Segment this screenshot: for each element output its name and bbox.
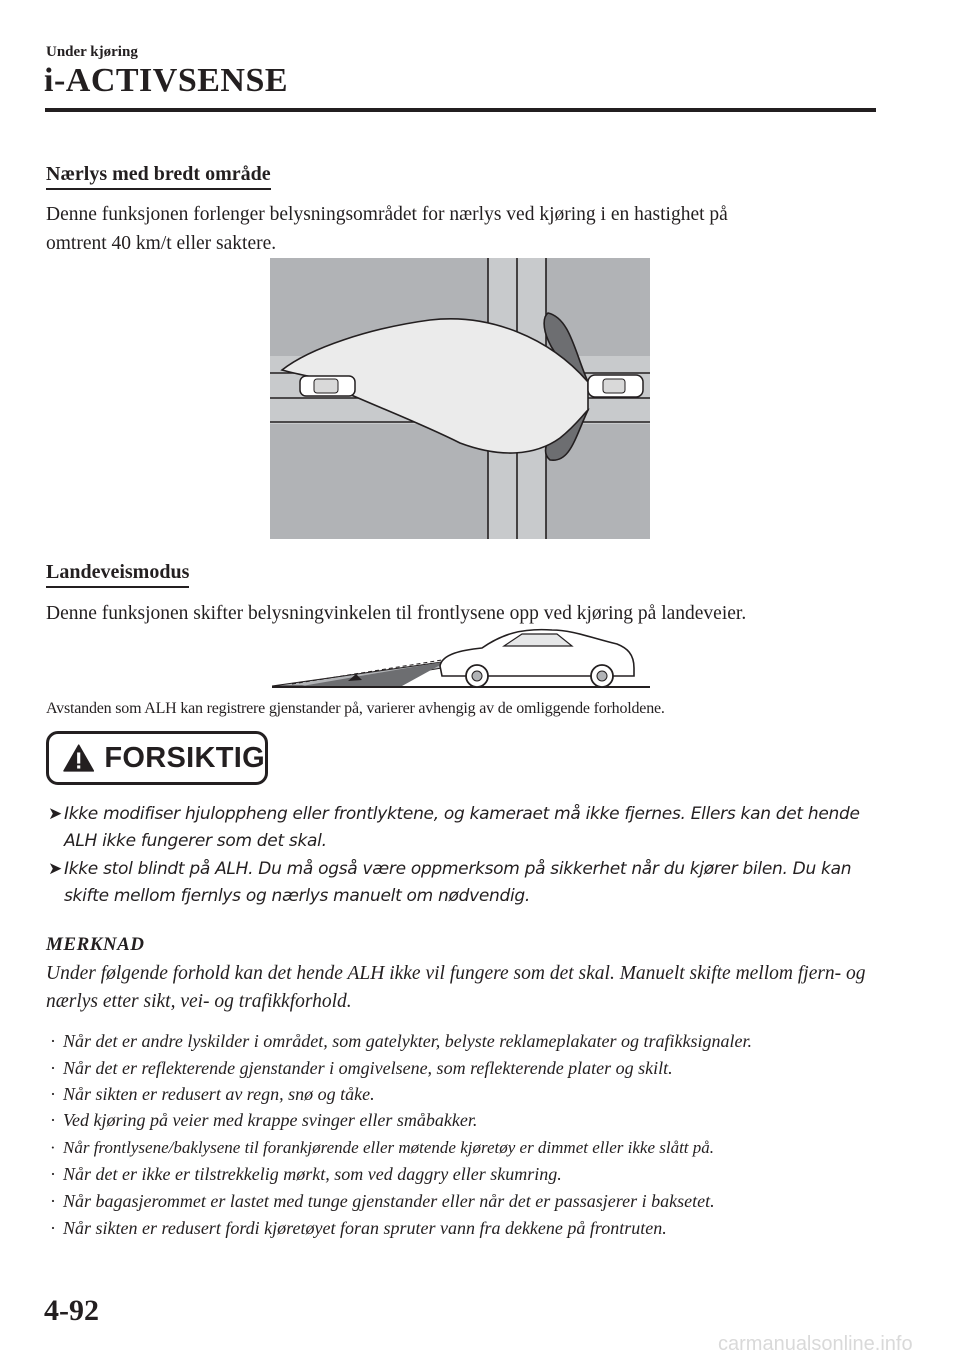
list-item: · Når frontlysene/baklysene til forankjørende eller møtende kjøretøy er dimmet eller ikke slått på.	[50, 1138, 715, 1157]
caution-item	[48, 801, 894, 855]
paragraph-country-mode: Denne funksjonen skifter belysningvinkelen til frontlysene opp ved kjøring på landeveier.	[46, 603, 747, 624]
section-label: Under kjøring	[46, 44, 138, 60]
list-item-text: Når sikten er redusert av regn, snø og tåke.	[63, 1084, 375, 1104]
caution-label: FORSIKTIG	[104, 741, 265, 774]
page-number: 4-92	[44, 1294, 99, 1327]
caution-item-text: Ikke stol blindt på ALH. Du må også være oppmerksom på sikkerhet når du kjører bilen. Du kan skifte mellom fjernlys og nærlys manuelt om nødvendig.	[64, 859, 852, 906]
car-left	[300, 376, 355, 396]
list-item: · Når sikten er redusert av regn, snø og tåke.	[50, 1084, 375, 1104]
triangle-bullet-icon: ➤	[48, 804, 62, 824]
list-item-text: Når det er andre lyskilder i området, som gatelykter, belyste reklameplakater og trafikksignaler.	[63, 1031, 753, 1051]
caution-item	[48, 856, 894, 910]
headlight-angle-illustration	[272, 624, 650, 690]
paragraph-wide-low-beam	[46, 200, 876, 258]
caution-box	[46, 731, 268, 785]
note-heading: MERKNAD	[46, 934, 145, 955]
intersection-illustration	[270, 258, 650, 539]
list-item: · Når bagasjerommet er lastet med tunge gjenstander eller når det er passasjerer i baksetet.	[50, 1191, 715, 1211]
warning-triangle-icon	[63, 743, 94, 773]
paragraph-line-1: Denne funksjonen forlenger belysningsområdet for nærlys ved kjøring i en hastighet på	[46, 204, 728, 225]
list-item-text: Når det er ikke er tilstrekkelig mørkt, som ved daggry eller skumring.	[63, 1164, 562, 1184]
watermark: carmanualsonline.info	[718, 1333, 913, 1355]
list-item-text: Når det er reflekterende gjenstander i omgivelsene, som reflekterende plater og skilt.	[63, 1058, 673, 1078]
paragraph-line-2: omtrent 40 km/t eller saktere.	[46, 233, 277, 254]
caution-item-text: Ikke modifiser hjuloppheng eller frontlyktene, og kameraet må ikke fjernes. Ellers kan det hende ALH ikke fungerer som det skal.	[64, 804, 860, 851]
list-item-text: Når sikten er redusert fordi kjøretøyet foran spruter vann fra dekkene på frontruten.	[63, 1218, 667, 1238]
car-right	[588, 375, 643, 397]
subheading-wide-low-beam: Nærlys med bredt område	[46, 163, 271, 190]
triangle-bullet-icon: ➤	[48, 859, 62, 879]
list-item-text: Når frontlysene/baklysene til forankjørende eller møtende kjøretøy er dimmet eller ikke slått på.	[63, 1138, 715, 1157]
list-item: · Ved kjøring på veier med krappe svinger eller småbakker.	[50, 1110, 478, 1130]
list-item: · Når det er andre lyskilder i området, som gatelykter, belyste reklameplakater og trafikksignaler.	[50, 1031, 753, 1051]
subheading-country-mode: Landeveismodus	[46, 561, 189, 588]
header-rule	[45, 108, 876, 112]
list-item-text: Ved kjøring på veier med krappe svinger eller småbakker.	[63, 1110, 478, 1130]
list-item-text: Når bagasjerommet er lastet med tunge gjenstander eller når det er passasjerer i baksetet.	[63, 1191, 715, 1211]
list-item: · Når det er reflekterende gjenstander i omgivelsene, som reflekterende plater og skilt.	[50, 1058, 673, 1078]
figure-caption: Avstanden som ALH kan registrere gjenstander på, varierer avhengig av de omliggende forholdene.	[46, 700, 665, 717]
note-text: Under følgende forhold kan det hende ALH ikke vil fungere som det skal. Manuelt skifte mellom fjern- og nærlys etter sikt, vei- og trafikkforhold.	[46, 963, 866, 1012]
chapter-title: i-ACTIVSENSE	[44, 62, 289, 99]
list-item: · Når sikten er redusert fordi kjøretøyet foran spruter vann fra dekkene på frontruten.	[50, 1218, 667, 1238]
list-item: · Når det er ikke er tilstrekkelig mørkt, som ved daggry eller skumring.	[50, 1164, 562, 1184]
